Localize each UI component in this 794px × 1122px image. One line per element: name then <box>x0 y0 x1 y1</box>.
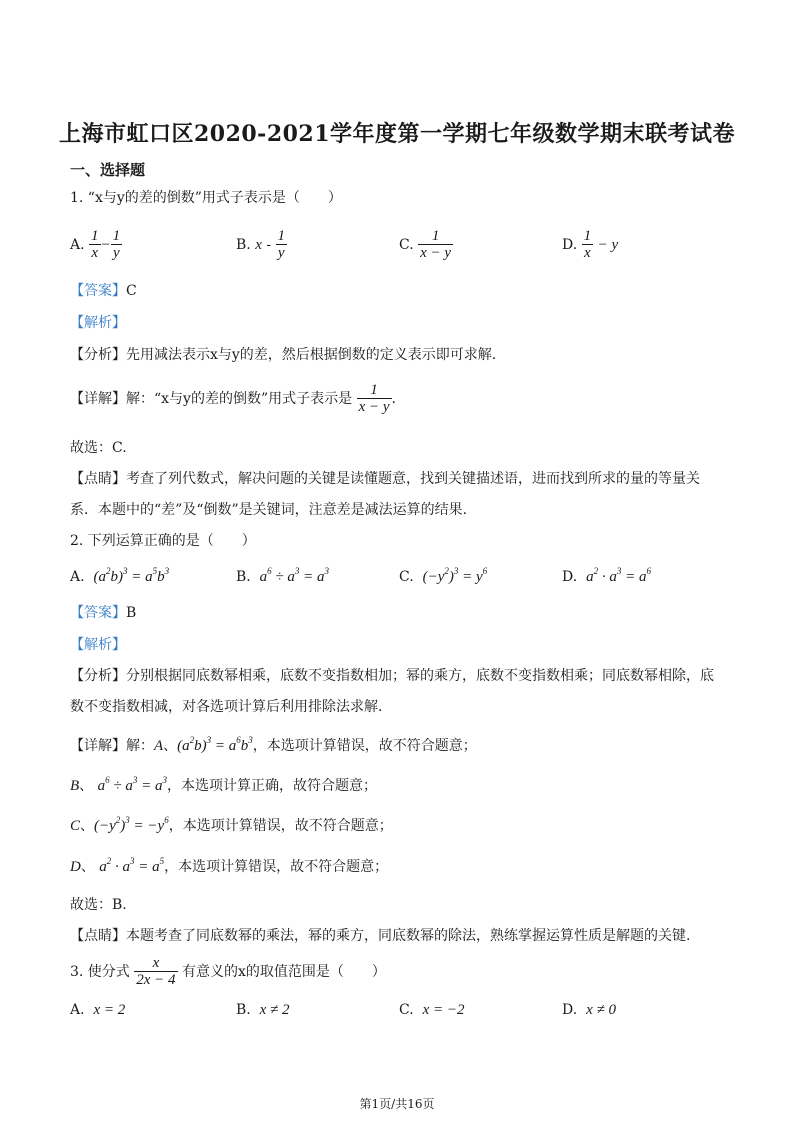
q2-xiangjie-d: D、 $a^2 \cdot a^3 = a^5$，本选项计算错误，故不符合题意； <box>70 856 389 875</box>
q3-option-b: B. x ≠ 2 <box>236 1002 290 1018</box>
q1-option-d: D. $\frac{1}{x}$ − y <box>562 228 619 261</box>
q2-fenxi-line1: 【分析】分别根据同底数幂相乘，底数不变指数相加；幂的乘方，底数不变指数相乘；同底数幂相除，底 <box>70 668 714 684</box>
q1-option-b: B. x - $\frac{1}{y}$ <box>236 228 286 261</box>
q3-option-c: C. x = −2 <box>399 1002 465 1018</box>
q2-option-d: D. $a^2 \cdot a^3 = a^6$ <box>562 566 651 585</box>
q2-xiangjie-b: B、 $a^6 \div a^3 = a^3$，本选项计算正确，故符合题意； <box>70 775 377 794</box>
q1-dianjing-line1: 【点睛】考查了列代数式，解决问题的关键是读懂题意，找到关键描述语，进而找到所求的量的等量关 <box>70 471 700 487</box>
q2-analysis-tag: 【解析】 <box>70 637 126 653</box>
q2-conclusion: 故选：B. <box>70 897 127 913</box>
q2-answer: 【答案】B <box>70 605 137 621</box>
q2-stem: 2. 下列运算正确的是（ ） <box>70 533 256 549</box>
q2-option-b: B. $a^6 \div a^3 = a^3$ <box>236 566 329 585</box>
q2-dianjing: 【点睛】本题考查了同底数幂的乘法，幂的乘方，同底数幂的除法，熟练掌握运算性质是解题的关键. <box>70 928 691 944</box>
q1-stem: 1. “x与y的差的倒数”用式子表示是（ ） <box>70 190 342 206</box>
q1-analysis-tag: 【解析】 <box>70 315 126 331</box>
q1-conclusion: 故选：C. <box>70 440 127 456</box>
q3-option-d: D. x ≠ 0 <box>562 1002 616 1018</box>
q1-fenxi: 【分析】先用减法表示x与y的差，然后根据倒数的定义表示即可求解. <box>70 347 497 363</box>
q3-stem: 3. 使分式 $\frac{x}{2x - 4}$ 有意义的x的取值范围是（ ） <box>70 955 386 988</box>
q2-fenxi-line2: 数不变指数相减，对各选项计算后利用排除法求解. <box>70 699 383 715</box>
page-title: 上海市虹口区2020-2021学年度第一学期七年级数学期末联考试卷 <box>58 121 736 147</box>
q1-dianjing-line2: 系．本题中的“差”及“倒数”是关键词，注意差是减法运算的结果. <box>70 502 468 518</box>
q1-option-c: C. $\frac{1}{x - y}$ <box>399 228 452 261</box>
q3-option-a: A. x = 2 <box>70 1002 126 1018</box>
q1-option-a: A. $\frac{1}{x}$ − $\frac{1}{y}$ <box>70 228 121 261</box>
q2-option-c: C. $(-y^2)^3 = y^6$ <box>399 566 488 585</box>
q2-xiangjie-c: C、$(-y^2)^3 = -y^6$，本选项计算错误，故不符合题意； <box>70 815 393 834</box>
q2-xiangjie-a: 【详解】解：A、$(a^2b)^3 = a^6b^3$，本选项计算错误，故不符合题意； <box>70 735 477 754</box>
page-footer: 第1页/共16页 <box>359 1097 435 1111</box>
q1-answer: 【答案】C <box>70 283 137 299</box>
section-heading: 一、选择题 <box>70 161 146 179</box>
q2-option-a: A. $(a^2b)^3 = a^5b^3$ <box>70 566 170 585</box>
q1-xiangjie: 【详解】解：“x与y的差的倒数”用式子表示是 $\frac{1}{x - y}$ . <box>70 382 396 415</box>
